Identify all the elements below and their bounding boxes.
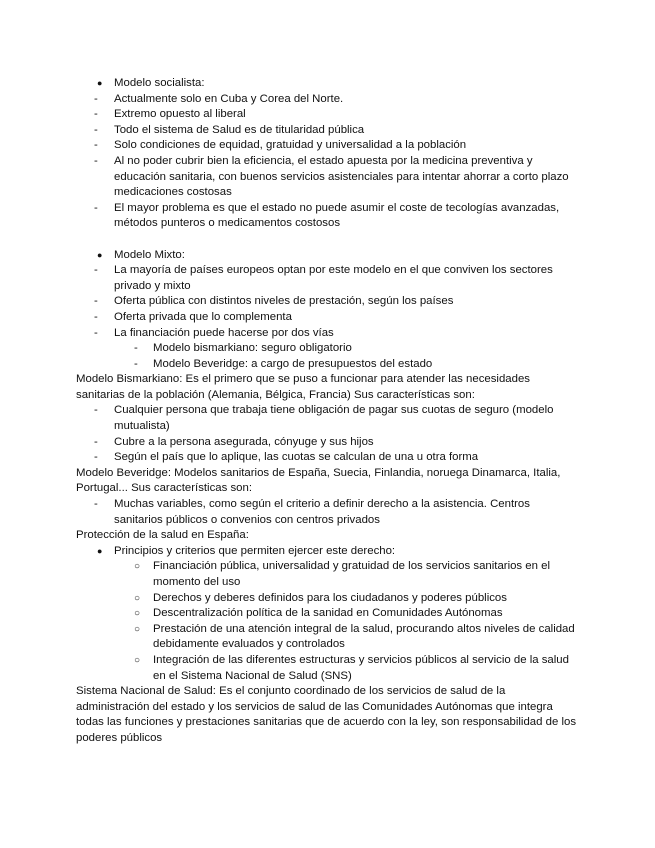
proteccion-principle-text: Principios y criterios que permiten ejercer este derecho: (114, 544, 396, 557)
bismarkiano-item (76, 435, 581, 451)
bismarkiano-item-text: Según el país que lo aplique, las cuotas se calculan de una u otra forma (114, 451, 479, 464)
proteccion-item (76, 591, 581, 607)
dash-marker: - (94, 264, 98, 277)
socialista-item (76, 107, 581, 123)
circle-marker: ○ (134, 654, 141, 666)
mixto-item-text: Oferta privada que lo complementa (114, 310, 292, 323)
mixto-item (76, 326, 581, 342)
dash-marker: - (94, 139, 98, 152)
dash-marker: - (94, 404, 98, 417)
dash-marker: - (94, 295, 98, 308)
dash-marker: - (94, 310, 98, 323)
beveridge-item (76, 497, 581, 528)
socialista-item-text: Todo el sistema de Salud es de titularidad pública (114, 123, 365, 136)
dash-marker: - (94, 123, 98, 136)
dash-marker: - (134, 342, 138, 355)
mixto-item-text: Oferta pública con distintos niveles de prestación, según los países (114, 295, 454, 308)
bismarkiano-item (76, 450, 581, 466)
socialista-item-text: Actualmente solo en Cuba y Corea del Norte. (114, 92, 344, 105)
circle-marker: ○ (134, 592, 141, 604)
bismarkiano-paragraph: Modelo Bismarkiano: Es el primero que se puso a funcionar para atender las necesidades sanitarias de la población (Alemania, Bélgica, Francia) Sus características son: (76, 373, 530, 401)
mixto-heading (76, 248, 581, 264)
mixto-subitem (76, 357, 581, 373)
socialista-heading (76, 76, 581, 92)
mixto-subitem-text: Modelo bismarkiano: seguro obligatorio (153, 342, 352, 355)
socialista-item-text: El mayor problema es que el estado no puede asumir el coste de tecologías avanzadas, métodos punteros o medicamentos costosos (114, 201, 560, 230)
beveridge-item-text: Muchas variables, como según el criterio a definir derecho a la asistencia. Centros sanitarios públicos o convenios con centros privados (114, 498, 530, 526)
bismarkiano-item (76, 403, 581, 434)
socialista-title: Modelo socialista: (114, 77, 205, 89)
socialista-item (76, 92, 581, 108)
proteccion-item-text: Derechos y deberes definidos para los ciudadanos y poderes públicos (153, 591, 507, 604)
socialista-item (76, 154, 581, 201)
mixto-subitem-text: Modelo Beveridge: a cargo de presupuestos del estado (153, 357, 433, 370)
mixto-item-text: La mayoría de países europeos optan por este modelo en el que conviven los sectores privado y mixto (114, 264, 553, 292)
dash-marker: - (94, 201, 98, 214)
proteccion-item-text: Financiación pública, universalidad y gratuidad de los servicios sanitarios en el momento del uso (153, 560, 550, 588)
dash-marker: - (94, 326, 98, 339)
bullet-marker: ● (97, 249, 103, 260)
circle-marker: ○ (134, 608, 141, 620)
bullet-marker: ● (97, 78, 103, 88)
mixto-item-text: La financiación puede hacerse por dos vías (114, 326, 334, 339)
dash-marker: - (94, 451, 98, 464)
socialista-item-text: Extremo opuesto al liberal (114, 108, 246, 121)
proteccion-item (76, 559, 581, 590)
dash-marker: - (94, 154, 98, 167)
bismarkiano-item-text: Cubre a la persona asegurada, cónyuge y sus hijos (114, 435, 374, 448)
mixto-title: Modelo Mixto: (114, 248, 185, 261)
dash-marker: - (94, 498, 98, 511)
mixto-item (76, 263, 581, 294)
blank-line (76, 232, 581, 248)
dash-marker: - (94, 108, 98, 121)
document-body (76, 76, 581, 747)
socialista-item (76, 123, 581, 139)
beveridge-paragraph: Modelo Beveridge: Modelos sanitarios de España, Suecia, Finlandia, noruega Dinamarca, Italia, Portugal... Sus características son: (76, 466, 561, 495)
proteccion-heading: Protección de la salud en España: (76, 529, 249, 542)
dash-marker: - (94, 435, 98, 448)
proteccion-item-text: Descentralización política de la sanidad en Comunidades Autónomas (153, 607, 503, 620)
mixto-item (76, 294, 581, 310)
socialista-item-text: Al no poder cubrir bien la eficiencia, el estado apuesta por la medicina preventiva y educación sanitaria, con buenos servicios asistenciales para intentar ahorrar a corto plazo medicaciones costosas (114, 154, 569, 199)
proteccion-item-text: Prestación de una atención integral de la salud, procurando altos niveles de calidad debidamente evaluados y controlados (153, 622, 575, 651)
proteccion-item (76, 606, 581, 622)
proteccion-item-text: Integración de las diferentes estructuras y servicios públicos al servicio de la salud en el Sistema Nacional de Salud (SNS) (153, 653, 569, 682)
bismarkiano-item-text: Cualquier persona que trabaja tiene obligación de pagar sus cuotas de seguro (modelo mutualista) (114, 404, 554, 433)
proteccion-item (76, 653, 581, 684)
circle-marker: ○ (134, 623, 141, 635)
mixto-item (76, 310, 581, 326)
mixto-subitem (76, 341, 581, 357)
proteccion-item (76, 622, 581, 653)
circle-marker: ○ (134, 561, 141, 573)
socialista-item-text: Solo condiciones de equidad, gratuidad y universalidad a la población (114, 139, 467, 152)
dash-marker: - (94, 92, 98, 105)
dash-marker: - (134, 357, 138, 370)
bullet-marker: ● (97, 545, 103, 556)
socialista-item (76, 201, 581, 232)
sns-paragraph: Sistema Nacional de Salud: Es el conjunto coordinado de los servicios de salud de la administración del estado y los servicios de salud de las Comunidades Autónomas que integra todas las funciones y prestaciones sanitarias que de acuerdo con la ley, son responsabilidad de los poderes públicos (76, 685, 577, 744)
proteccion-principle (76, 544, 581, 560)
socialista-item (76, 138, 581, 154)
